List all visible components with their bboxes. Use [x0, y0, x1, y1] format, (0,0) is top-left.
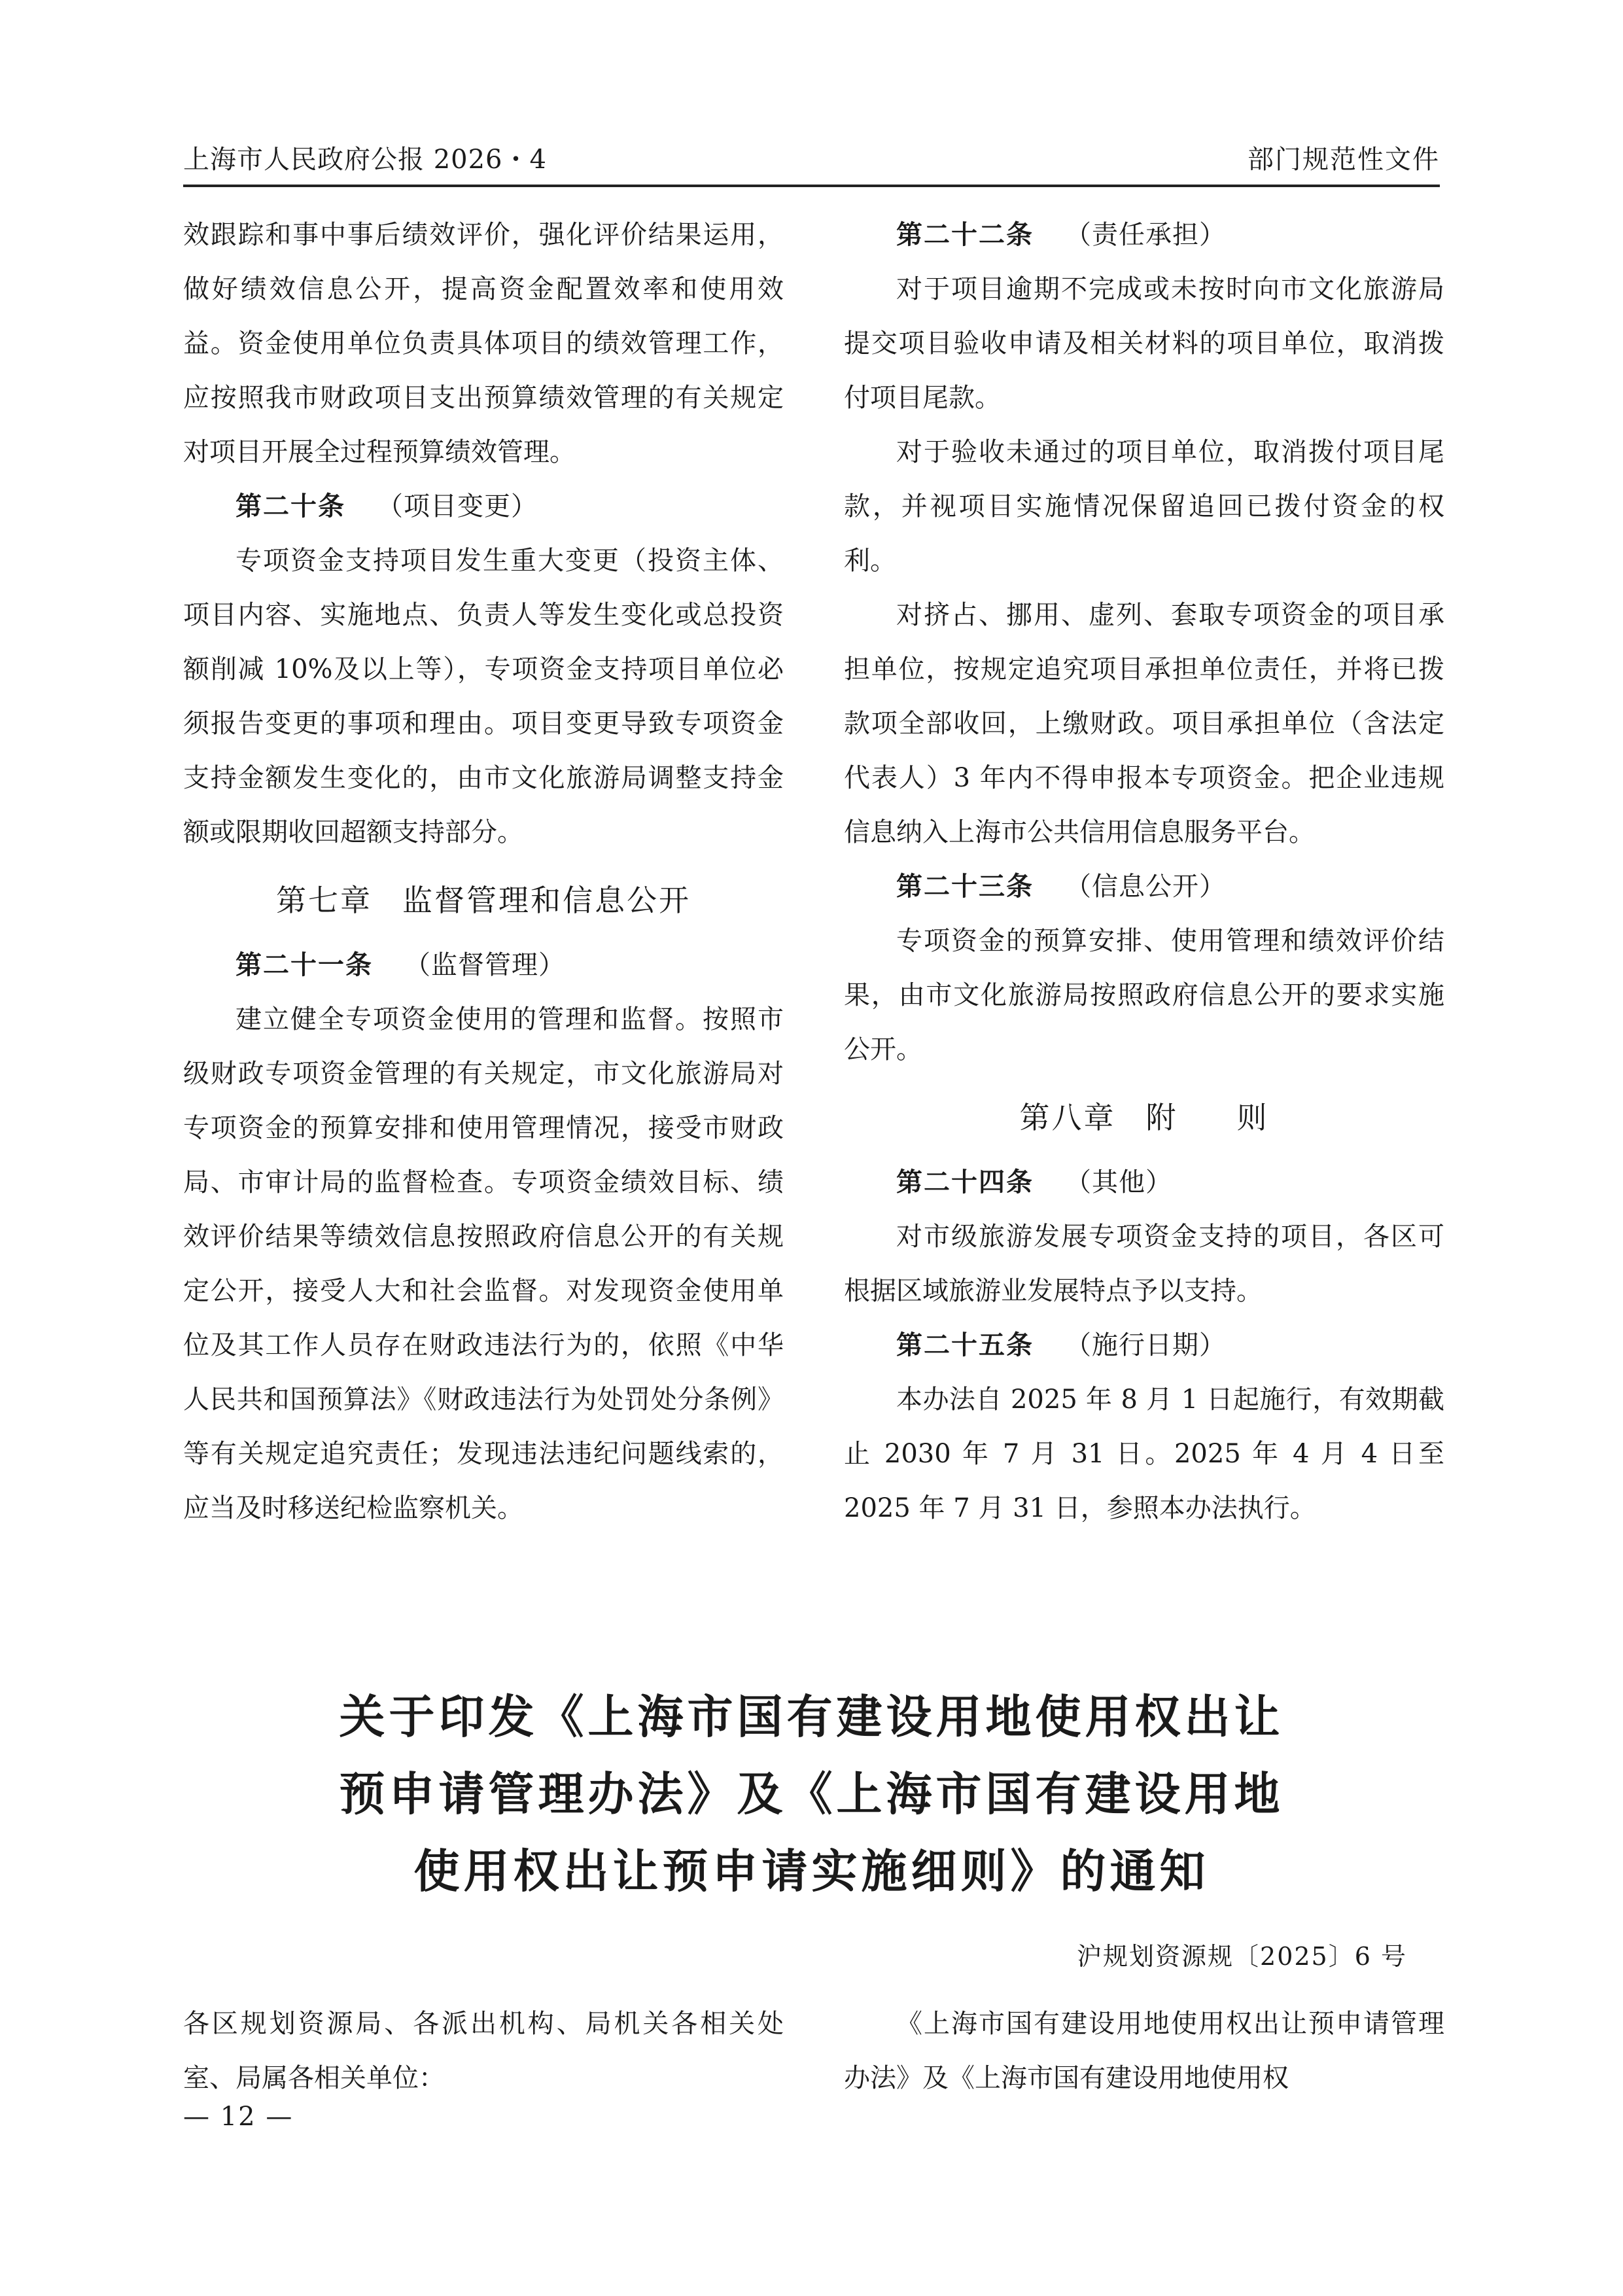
- right-column: [844, 208, 1444, 1536]
- article-25-subtitle: （施行日期）: [1065, 1330, 1226, 1360]
- chapter-7-title: 监督管理和信息公开: [402, 883, 691, 918]
- article-24-title: 第二十四条: [896, 1167, 1034, 1197]
- article-24-subtitle: （其他）: [1065, 1167, 1172, 1197]
- article-20-text: 专项资金支持项目发生重大变更（投资主体、项目内容、实施地点、负责人等发生变化或总投资额削减 10%及以上等），专项资金支持项目单位必须报告变更的事项和理由。项目变更导致专项资金支持金额发生变化的，由市文化旅游局调整支持金额或限期收回超额支持部分。: [183, 546, 784, 847]
- article-22-title: 第二十二条: [896, 220, 1034, 250]
- left-column: [183, 208, 784, 1536]
- article-22-heading: [844, 208, 1444, 262]
- article-21-subtitle: （监督管理）: [404, 950, 565, 980]
- article-23-text: 专项资金的预算安排、使用管理和绩效评价结果，由市文化旅游局按照政府信息公开的要求实施公开。: [844, 926, 1444, 1065]
- page-number: — 12 —: [183, 2102, 294, 2132]
- article-22-paragraph-3: 对挤占、挪用、虚列、套取专项资金的项目承担单位，按规定追究项目承担单位责任，并将已拨款项全部收回，上缴财政。项目承担单位（含法定代表人）3 年内不得申报本专项资金。把企业违规信息纳入上海市公共信用信息服务平台。: [844, 600, 1444, 847]
- article-20-title: 第二十条: [236, 491, 345, 521]
- article-24-text: 对市级旅游发展专项资金支持的项目，各区可根据区域旅游业发展特点予以支持。: [844, 1222, 1444, 1306]
- chapter-8-number: 第八章: [1019, 1100, 1116, 1135]
- article-21-text: 建立健全专项资金使用的管理和监督。按照市级财政专项资金管理的有关规定，市文化旅游局对专项资金的预算安排和使用管理情况，接受市财政局、市审计局的监督检查。专项资金绩效目标、绩效评价结果等绩效信息按照政府信息公开的有关规定公开，接受人大和社会监督。对发现资金使用单位及其工作人员存在财政违法行为的，依照《中华人民共和国预算法》《财政违法行为处罚处分条例》等有关规定追究责任；发现违法违纪问题线索的，应当及时移送纪检监察机关。: [183, 1004, 784, 1523]
- chapter-8-title-1: 附: [1145, 1100, 1178, 1135]
- chapter-8-title-2: 则: [1236, 1100, 1269, 1135]
- article-23-subtitle: （信息公开）: [1065, 872, 1226, 902]
- notice-title-line-2: 预申请管理办法》及《上海市国有建设用地: [339, 1767, 1284, 1821]
- chapter-8-heading: [844, 1085, 1444, 1150]
- document-number: 沪规划资源规〔2025〕6 号: [1077, 1942, 1407, 1971]
- article-23-heading: [844, 860, 1444, 914]
- article-20-subtitle: （项目变更）: [377, 491, 538, 521]
- chapter-7-number: 第七章: [276, 883, 372, 918]
- notice-right-column: [844, 1997, 1444, 2106]
- paragraph-continued: 效跟踪和事中事后绩效评价，强化评价结果运用，做好绩效信息公开，提高资金配置效率和使用效益。资金使用单位负责具体项目的绩效管理工作，应按照我市财政项目支出预算绩效管理的有关规定对项目开展全过程预算绩效管理。: [183, 220, 784, 467]
- header-rule: [183, 185, 1440, 187]
- notice-left-column: [183, 1997, 784, 2106]
- article-24-heading: [844, 1156, 1444, 1210]
- article-21-heading: [183, 938, 784, 993]
- chapter-7-heading: [183, 868, 784, 933]
- article-25-text: 本办法自 2025 年 8 月 1 日起施行，有效期截止 2030 年 7 月 31 日。2025 年 4 月 4 日至 2025 年 7 月 31 日，参照本办法执行。: [844, 1385, 1444, 1523]
- article-23-title: 第二十三条: [896, 872, 1034, 902]
- article-25-heading: [844, 1318, 1444, 1373]
- notice-title: [183, 1678, 1440, 1910]
- article-22-subtitle: （责任承担）: [1065, 220, 1226, 250]
- page-header: [183, 139, 1440, 181]
- article-22-paragraph-2: 对于验收未通过的项目单位，取消拨付项目尾款，并视项目实施情况保留追回已拨付资金的权利。: [844, 437, 1444, 576]
- article-25-title: 第二十五条: [896, 1330, 1034, 1360]
- notice-addressee: 各区规划资源局、各派出机构、局机关各相关处室、局属各相关单位：: [183, 2009, 784, 2093]
- article-22-paragraph-1: 对于项目逾期不完成或未按时向市文化旅游局提交项目验收申请及相关材料的项目单位，取消拨付项目尾款。: [844, 274, 1444, 413]
- header-section: 部门规范性文件: [1248, 145, 1440, 175]
- article-21-title: 第二十一条: [236, 950, 373, 980]
- notice-title-line-1: 关于印发《上海市国有建设用地使用权出让: [339, 1690, 1284, 1744]
- article-20-heading: [183, 480, 784, 534]
- notice-body-start: 《上海市国有建设用地使用权出让预申请管理办法》及《上海市国有建设用地使用权: [844, 2009, 1444, 2093]
- notice-title-line-3: 使用权出让预申请实施细则》的通知: [413, 1845, 1210, 1898]
- header-publication: 上海市人民政府公报 2026・4: [183, 145, 547, 175]
